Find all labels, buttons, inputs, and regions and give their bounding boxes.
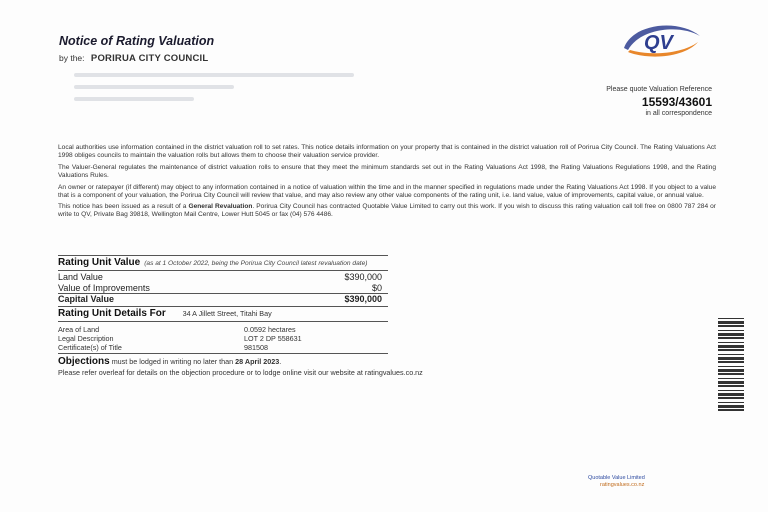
blurred-address-line xyxy=(74,73,354,77)
improvements-label: Value of Improvements xyxy=(58,283,150,293)
objections-line: Objections must be lodged in writing no later than 28 April 2023. xyxy=(58,356,282,367)
barcode-bar xyxy=(718,381,744,384)
capital-value-label: Capital Value xyxy=(58,294,115,304)
barcode-bar xyxy=(718,402,744,403)
area-label: Area of Land xyxy=(58,325,100,334)
area-value: 0.0592 hectares xyxy=(244,325,296,334)
rating-unit-details-heading: Rating Unit Details For 34 A Jillett Street, Titahi Bay xyxy=(58,308,272,319)
barcode-bar xyxy=(718,378,744,379)
certificate-label: Certificate(s) of Title xyxy=(58,343,122,352)
legal-value: LOT 2 DP 558631 xyxy=(244,334,302,343)
revaluation-type: General Revaluation xyxy=(188,203,253,211)
objection-deadline: 28 April 2023 xyxy=(235,357,280,366)
council-name: PORIRUA CITY COUNCIL xyxy=(90,53,209,64)
notice-title: Notice of Rating Valuation xyxy=(59,34,215,48)
certificate-value: 981508 xyxy=(244,343,268,352)
barcode-bar xyxy=(718,366,744,367)
barcode-bar xyxy=(718,405,744,408)
divider xyxy=(58,270,388,271)
company-website: ratingvalues.co.nz xyxy=(600,482,645,489)
legal-label: Legal Description xyxy=(58,334,114,343)
capital-value-row xyxy=(58,294,382,304)
barcode-bar xyxy=(718,333,744,336)
revaluation-date-note: (as at 1 October 2022, being the Porirua City Council latest revaluation date) xyxy=(144,260,368,267)
notice-body xyxy=(58,144,716,223)
divider xyxy=(58,306,388,307)
area-row xyxy=(58,325,458,334)
by-prefix: by the: xyxy=(59,53,85,63)
barcode-bar xyxy=(718,361,744,363)
reference-label: Please quote Valuation Reference xyxy=(606,86,712,93)
barcode-bar xyxy=(718,349,744,351)
barcode-bar xyxy=(718,393,744,396)
barcode xyxy=(718,318,744,412)
reference-note: in all correspondence xyxy=(645,109,712,117)
valuation-reference xyxy=(606,86,712,119)
footer xyxy=(588,475,645,489)
divider xyxy=(58,321,388,322)
divider xyxy=(58,353,388,354)
council-line xyxy=(59,53,208,64)
qv-logo xyxy=(618,18,704,62)
blurred-address-line xyxy=(74,85,234,89)
logo-text: QV xyxy=(644,32,673,54)
barcode-bar xyxy=(718,397,744,399)
legal-row xyxy=(58,334,458,343)
land-value: $390,000 xyxy=(344,272,382,282)
barcode-bar xyxy=(718,330,744,331)
barcode-bar xyxy=(718,390,744,391)
barcode-bar xyxy=(718,373,744,375)
paragraph: Local authorities use information contained in the district valuation roll to set rates. This notice details information on your property that is contained in the district valuation roll of Porirua City Council. The Rating Valuations Act 1998 obliges councils to maintain the valuation rolls but allows them to choose their valuation service provider. xyxy=(58,144,716,159)
certificate-row xyxy=(58,343,458,352)
land-value-label: Land Value xyxy=(58,272,103,282)
paragraph: An owner or ratepayer (if different) may object to any information contained in a notice of valuation within the time and in the manner specified in regulations made under the Rating Valuations Act 1998. If you object to a value that is a component of your valuation, the Porirua City Council will review that value, and may also review any other value components of the rating unit, i.e. land value, value of improvements, capital value, or annual value. xyxy=(58,183,716,199)
barcode-bar xyxy=(718,337,744,339)
capital-value: $390,000 xyxy=(344,294,382,304)
reference-number: 15593/43601 xyxy=(641,94,712,109)
company-name: Quotable Value Limited xyxy=(588,475,645,481)
improvements-row xyxy=(58,283,382,293)
land-value-row xyxy=(58,272,382,282)
barcode-bar xyxy=(718,342,744,343)
blurred-address-line xyxy=(74,97,194,101)
property-address: 34 A Jillett Street, Titahi Bay xyxy=(182,309,272,318)
barcode-bar xyxy=(718,369,744,372)
barcode-bar xyxy=(718,318,744,319)
objections-heading: Objections xyxy=(58,356,110,367)
barcode-bar xyxy=(718,325,744,327)
divider xyxy=(58,255,388,256)
barcode-bar xyxy=(718,321,744,324)
rating-unit-value-heading: Rating Unit Value (as at 1 October 2022, being the Porirua City Council latest revaluation date) xyxy=(58,257,368,268)
barcode-bar xyxy=(718,357,744,360)
barcode-bar xyxy=(718,385,744,387)
objections-instructions: Please refer overleaf for details on the objection procedure or to lodge online visit our website at ratingvalues.co.nz xyxy=(58,368,423,377)
barcode-bar xyxy=(718,409,744,411)
improvements-value: $0 xyxy=(371,283,382,293)
paragraph: The Valuer-General regulates the maintenance of district valuation rolls to ensure that they meet the minimum standards set out in the Rating Valuations Act 1998, the Rating Valuations Regulations 1998, and the Rating Valuations Rules. xyxy=(58,163,716,179)
paragraph-revaluation: This notice has been issued as a result of a General Revaluation. Porirua City Council has contracted Quotable Value Limited to carry out this work. If you wish to discuss this rating valuation call toll free on 0800 787 284 or write to QV, Private Bag 39818, Wellington Mail Centre, Lower Hutt 5045 or fax (04) 576 4486. xyxy=(58,203,716,219)
barcode-bar xyxy=(718,345,744,348)
barcode-bar xyxy=(718,354,744,355)
